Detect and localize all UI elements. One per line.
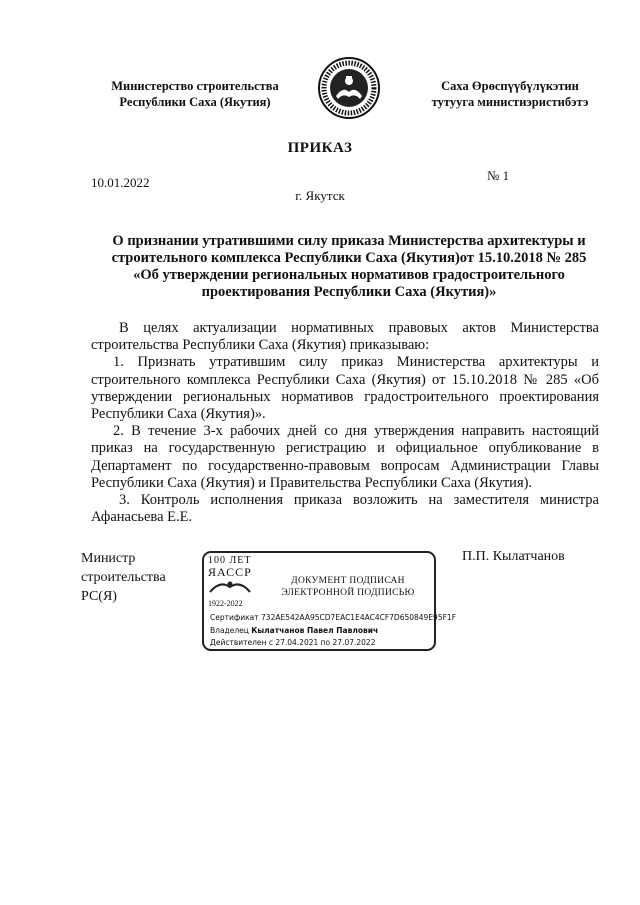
- signatory-position: [81, 549, 166, 606]
- body-paragraph-preamble: В целях актуализации нормативных правовых актов Министерства строительства Республики Саха (Якутия) приказываю:: [91, 320, 599, 354]
- coat-of-arms-emblem: [317, 56, 381, 120]
- ministry-name-sakha-line1: Саха Өрөспүүбүлүкэтин: [441, 79, 579, 93]
- electronic-signature-stamp: [202, 551, 457, 651]
- logo-text-years-range: 1922-2022: [208, 599, 243, 608]
- certificate-serial: 732AE542AA95CD7EAC1E4AC4CF7D650849E95F1F: [261, 613, 457, 622]
- owner-line: [210, 626, 378, 635]
- signatory-position-line1: Министр: [81, 551, 136, 566]
- body-paragraph-item2: 2. В течение 3-х рабочих дней со дня утверждения направить настоящий приказ на государственную регистрацию и официальное опубликование в Департамент по государственно-правовым вопросам Администрации Главы Республики Саха (Якутия) и Правительства Республики Саха (Якутия).: [91, 423, 599, 491]
- title-line3: «Об утверждении региональных нормативов градостроительного: [133, 267, 565, 283]
- owner-label: Владелец: [210, 626, 249, 635]
- logo-mark-icon: [208, 578, 252, 594]
- anniversary-logo: [208, 556, 268, 616]
- signatory-name: П.П. Кылатчанов: [462, 549, 565, 564]
- body-paragraph-item3: 3. Контроль исполнения приказа возложить на заместителя министра Афанасьева Е.Е.: [91, 492, 599, 526]
- ministry-name-ru-line1: Министерство строительства: [111, 79, 279, 93]
- ministry-name-ru: [95, 78, 295, 110]
- certificate-label: Сертификат: [210, 613, 259, 622]
- title-line2: строительного комплекса Республики Саха (Якутия)от 15.10.2018 № 285: [111, 250, 587, 266]
- logo-text-yassr: ЯАССР: [208, 565, 252, 579]
- document-number: № 1: [487, 168, 510, 183]
- certificate-line: [210, 613, 456, 622]
- ministry-name-sakha-line2: тутууга министиэристибэтэ: [431, 95, 589, 109]
- document-type: ПРИКАЗ: [287, 140, 353, 156]
- validity-line: Действителен с 27.04.2021 по 27.07.2022: [210, 638, 376, 647]
- stamp-heading-line2: ЭЛЕКТРОННОЙ ПОДПИСЬЮ: [281, 588, 415, 598]
- document-title: [60, 233, 638, 301]
- ministry-name-ru-line2: Республики Саха (Якутия): [119, 95, 271, 109]
- document-city: г. Якутск: [295, 188, 345, 203]
- signatory-position-line3: РС(Я): [81, 589, 117, 604]
- ministry-name-sakha: [405, 78, 615, 110]
- title-line4: проектирования Республики Саха (Якутия)»: [201, 284, 497, 300]
- stamp-heading: [264, 575, 432, 599]
- document-body: [91, 320, 599, 526]
- document-date: 10.01.2022: [91, 175, 150, 190]
- signatory-position-line2: строительства: [81, 570, 166, 585]
- body-paragraph-item1: 1. Признать утратившим силу приказ Министерства архитектуры и строительного комплекса Республики Саха (Якутия) от 15.10.2018 № 285 «Об утверждении региональных нормативов градостроительного проектирования Республики Саха (Якутия)».: [91, 354, 599, 423]
- logo-text-years: 100 ЛЕТ: [208, 555, 252, 566]
- owner-name: Кылатчанов Павел Павлович: [251, 626, 379, 635]
- stamp-heading-line1: ДОКУМЕНТ ПОДПИСАН: [291, 576, 405, 586]
- title-line1: О признании утратившими силу приказа Министерства архитектуры и: [112, 233, 586, 249]
